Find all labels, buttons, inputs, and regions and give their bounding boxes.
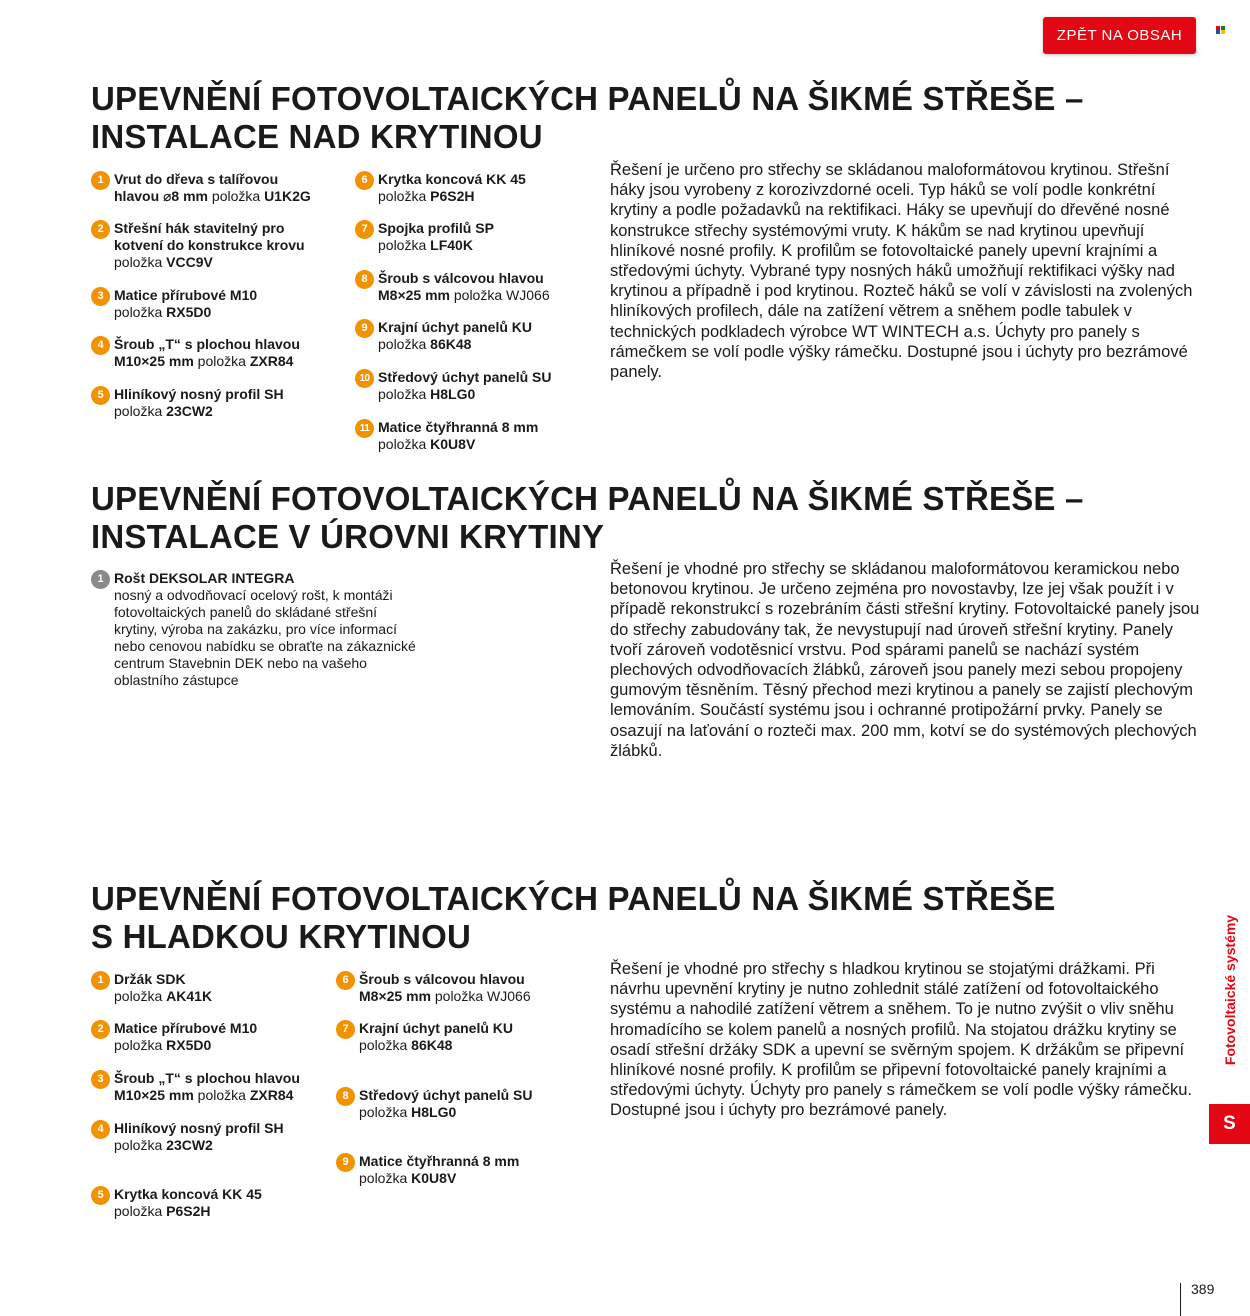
item-label: položka [114,254,167,270]
item-code: RX5D0 [166,304,212,320]
item-number-badge: 8 [355,270,374,289]
item-number-badge: 6 [336,971,355,990]
item-title: Matice čtyřhranná 8 mm [359,1153,520,1169]
item-label: položka [378,237,431,253]
item-code: WJ066 [506,287,550,303]
item-title: Krajní úchyt panelů KU [359,1020,514,1036]
item-label: položka [378,188,431,204]
item-spec: M8×25 mm [378,287,450,303]
item-code: WJ066 [487,988,531,1004]
s1-item-5 [97,386,284,420]
item-title: Hliníkový nosný profil SH [114,386,284,402]
item-number-badge: 9 [355,319,374,338]
s3-item-2 [97,1020,258,1054]
item-title: Krytka koncová KK 45 [378,171,526,187]
item-title: Matice přírubové M10 [114,1020,258,1036]
s1-item-10 [359,369,552,403]
item-number-badge: 1 [91,971,110,990]
s1-item-8 [361,270,550,304]
item-description-line: nosný a odvodňovací ocelový rošt, k montáži [114,587,393,603]
section-2-title-line1: UPEVNĚNÍ FOTOVOLTAICKÝCH PANELŮ NA ŠIKMÉ STŘEŠE – [91,480,1084,517]
s3-item-8 [342,1087,533,1121]
item-title: Středový úchyt panelů SU [359,1087,533,1103]
item-title: Spojka profilů SP [378,220,494,236]
item-number-badge: 2 [91,220,110,239]
item-title: Vrut do dřeva s talířovou [114,171,279,187]
section-1-title [91,80,1084,156]
item-title: Středový úchyt panelů SU [378,369,552,385]
section-2-title [91,480,1084,556]
item-code: 23CW2 [166,1137,213,1153]
item-title: Šroub s válcovou hlavou [359,971,525,987]
item-number-badge: 3 [91,1070,110,1089]
chapter-tab[interactable]: S [1209,1104,1250,1144]
item-title: Krajní úchyt panelů KU [378,319,533,335]
chapter-side-label-text: Fotovoltaické systémy [1222,914,1239,1066]
s3-item-6 [342,971,531,1005]
item-label: položka [378,336,431,352]
item-label: položka [114,1137,167,1153]
item-code: LF40K [430,237,473,253]
item-label: položka [378,436,431,452]
item-label: položka [449,287,507,303]
item-code: K0U8V [430,436,476,452]
s1-item-11 [359,419,539,453]
item-number-badge: 7 [336,1020,355,1039]
item-number-badge: 2 [91,1020,110,1039]
s1-description: Řešení je určeno pro střechy se skládanou maloformátovou krytinou. Střešní háky jsou vyrobeny z korozivzdorné oceli. Typ háků se volí podle konkrétní krytiny a podle požadavků na rektifikaci. Háky se upevňují do dřevěné nosné konstrukce střechy systémovými vruty. K hákům se nad krytinou upevňují hliníkové nosné profily. K profilům se fotovoltaické panely upevní krajními a středovými úchyty. Vybrané typy nosných háků umožňují rektifikaci výšky nad krytinou a případně i pod krytinou. Rozteč háků se volí v závislosti na zvolených hliníkových profilech, dále na zatížení větrem a sněhem podle tabulek v technických podkladech výrobce WT WINTECH a.s. Úchyty pro panely s rámečkem se volí podle výšky rámečku. Dostupné jsou i úchyty pro bezrámové panely. [610,161,1193,382]
item-number-badge: 8 [336,1087,355,1106]
item-label: položka [359,1037,412,1053]
item-label: položka [114,1037,167,1053]
item-title: Rošt DEKSOLAR INTEGRA [114,570,295,586]
s3-item-4 [97,1120,284,1154]
item-title: Krytka koncová KK 45 [114,1186,262,1202]
item-number-badge: 4 [91,336,110,355]
item-label: položka [114,403,167,419]
item-title: Šroub s válcovou hlavou [378,270,544,286]
s3-item-5 [97,1186,262,1220]
item-label: položka [430,988,488,1004]
footer-divider [1180,1283,1181,1316]
s1-item-2 [97,220,305,271]
section-2-title-line2: INSTALACE V ÚROVNI KRYTINY [91,518,605,555]
s1-item-9 [361,319,533,353]
item-number-badge: 5 [91,386,110,405]
item-title: Šroub „T“ s plochou hlavou [114,1070,300,1086]
item-spec: hlavou ⌀8 mm [114,188,209,204]
item-number-badge: 7 [355,220,374,239]
item-number-badge: 11 [355,419,374,438]
item-code: H8LG0 [411,1104,457,1120]
item-description-line: centrum Stavebnin DEK nebo na vašeho [114,655,367,671]
item-code: AK41K [166,988,213,1004]
s2-item-1 [97,570,454,689]
item-number-badge: 6 [355,171,374,190]
item-label: položka [114,304,167,320]
item-code: K0U8V [411,1170,457,1186]
item-label: položka [359,1104,412,1120]
s3-item-1 [97,971,213,1005]
item-title: Matice přírubové M10 [114,287,258,303]
item-label: položka [378,386,431,402]
s1-item-1 [97,171,311,205]
item-title: Hliníkový nosný profil SH [114,1120,284,1136]
item-description-line: oblastního zástupce [114,672,239,688]
s3-item-9 [342,1153,520,1187]
item-number-badge: 10 [355,369,374,388]
s2-description: Řešení je vhodné pro střechy se skládanou maloformátovou keramickou nebo betonovou krytinou. Je určeno zejména pro novostavby, lze jej však použít i v případě rekonstrukcí s rozebráním části střešní krytiny. Fotovoltaické panely jsou do střechy zabudovány tak, že nevystupují nad úroveň střešní krytiny. Panely tvoří zároveň vodotěsnicí vrstvu. Pod spárami panelů se nachází systém plechových odvodňovacích žlábků, zároveň jsou panely mezi sebou propojeny gumovým těsněním. Těsný přechod mezi krytinou a panely se zajistí plechovým lemováním. Součástí systému jsou i ochranné protipožární prvky. Panely se osazují na laťování o rozteči max. 200 mm, kotví se do systémových plechových žlábků. [610,560,1200,760]
item-code: 86K48 [430,336,472,352]
item-number-badge: 1 [91,570,110,589]
item-code: VCC9V [166,254,213,270]
s1-item-3 [97,287,258,321]
item-number-badge: 3 [91,287,110,306]
item-label: položka [114,988,167,1004]
item-title: Šroub „T“ s plochou hlavou [114,336,300,352]
s1-item-7 [361,220,494,254]
item-code: 23CW2 [166,403,213,419]
item-label: položka [193,1087,250,1103]
section-3-title [91,880,1056,956]
chapter-side-label [1217,895,1243,1085]
item-title: Střešní hák stavitelný pro [114,220,285,236]
page-number: 389 [1191,1281,1215,1297]
item-spec: M10×25 mm [114,1087,194,1103]
item-spec: M10×25 mm [114,353,194,369]
section-1-title-line2: INSTALACE NAD KRYTINOU [91,118,543,155]
item-title-line2: kotvení do konstrukce krovu [114,237,305,253]
item-number-badge: 9 [336,1153,355,1172]
item-title: Matice čtyřhranná 8 mm [378,419,539,435]
item-code: H8LG0 [430,386,476,402]
s1-item-6 [361,171,526,205]
item-label: položka [193,353,250,369]
item-label: položka [359,1170,412,1186]
item-label: položka [114,1203,167,1219]
brand-logo-icon [1216,26,1226,34]
item-title: Držák SDK [114,971,186,987]
s3-item-7 [342,1020,514,1054]
item-code: ZXR84 [249,353,294,369]
item-description-line: nebo cenovou nabídku se obraťte na zákaznické [114,638,416,654]
s3-description: Řešení je vhodné pro střechy s hladkou krytinou se stojatými drážkami. Při návrhu upevnění krytiny je nutno zohlednit stálé zatížení od fotovoltaického systému a nahodilé zatížení větrem a sněhem. To je nutno zvýšit o vliv sněhu hromadícího se kolem panelů a nosných profilů. Na stojatou drážku krytiny se osadí střešní držáky SDK a upevní se svěrným spojem. K držákům se připevní hliníkové nosné profily. K profilům se připevní fotovoltaické panely krajními a středovými úchyty. Úchyty pro panely s rámečkem se volí podle výšky rámečku. Dostupné jsou i úchyty pro bezrámové panely. [610,960,1192,1120]
section-1-title-line1: UPEVNĚNÍ FOTOVOLTAICKÝCH PANELŮ NA ŠIKMÉ STŘEŠE – [91,80,1084,117]
item-code: P6S2H [166,1203,211,1219]
item-number-badge: 4 [91,1120,110,1139]
item-code: ZXR84 [249,1087,294,1103]
section-3-title-line1: UPEVNĚNÍ FOTOVOLTAICKÝCH PANELŮ NA ŠIKMÉ STŘEŠE [91,880,1056,917]
item-code: U1K2G [264,188,311,204]
item-code: RX5D0 [166,1037,212,1053]
item-label: položka [208,188,265,204]
s3-item-3 [97,1070,300,1104]
item-code: 86K48 [411,1037,453,1053]
item-description-line: krytiny, výroba na zakázku, pro více informací [114,621,397,637]
item-number-badge: 1 [91,171,110,190]
item-description-line: fotovoltaických panelů do skládané střešní [114,604,378,620]
item-code: P6S2H [430,188,475,204]
section-3-title-line2: S HLADKOU KRYTINOU [91,918,472,955]
item-number-badge: 5 [91,1186,110,1205]
s1-item-4 [97,336,300,370]
back-to-contents-button[interactable]: ZPĚT NA OBSAH [1043,17,1196,54]
item-spec: M8×25 mm [359,988,431,1004]
